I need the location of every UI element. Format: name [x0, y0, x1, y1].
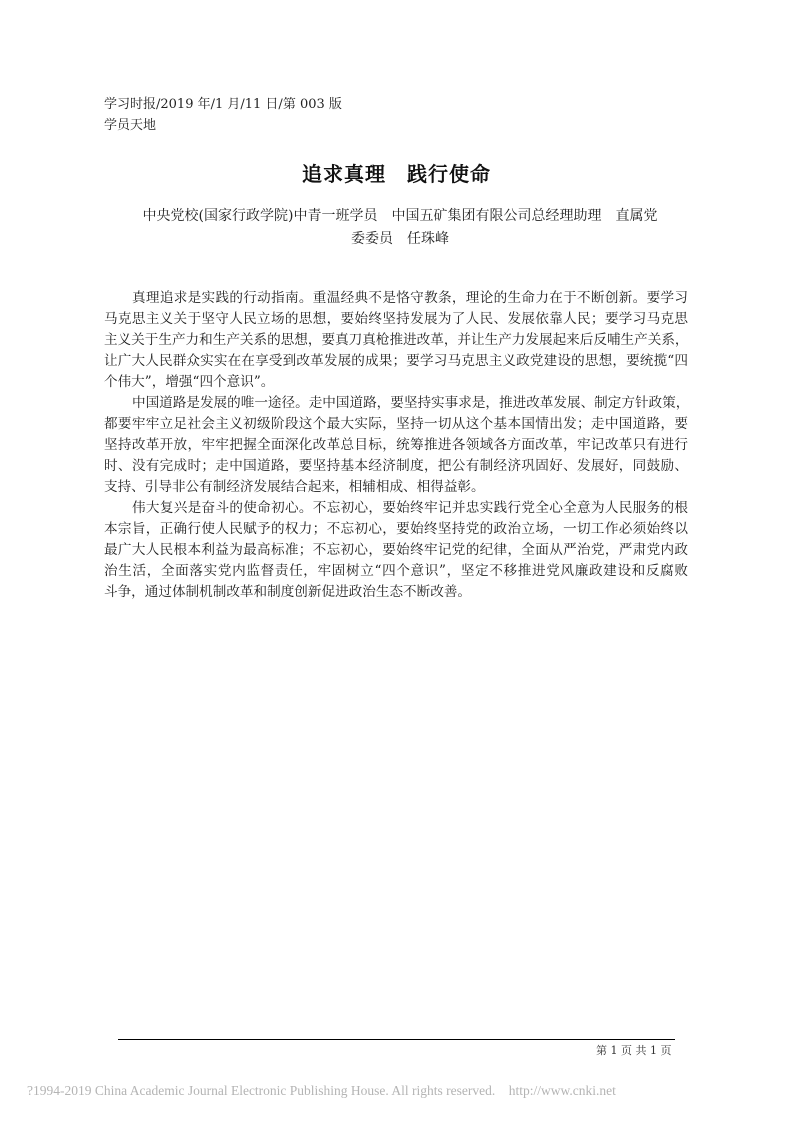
text-line: 中国道路是发展的唯一途径。走中国道路，要坚持实事求是，推进改革发展、制定方针政策， [132, 395, 690, 411]
text-line: 时、没有完成时；走中国道路，要坚持基本经济制度，把公有制经济巩固好、发展好，同鼓励、 [104, 458, 688, 474]
source-line: 学习时报/2019 年/1 月/11 日/第 003 版 [104, 97, 342, 112]
text-line: 马克思主义关于坚守人民立场的思想，要始终坚持发展为了人民、发展依靠人民；要学习马克思 [104, 311, 688, 327]
text-line: 让广大人民群众实实在在享受到改革发展的成果；要学习马克思主义政党建设的思想，要统揽“四 [104, 353, 688, 369]
page-indicator: 第 1 页 共 1 页 [596, 1044, 672, 1057]
text-line: 最广大人民根本利益为最高标准；不忘初心，要始终牢记党的纪律，全面从严治党，严肃党内政 [104, 542, 688, 558]
copyright-notice: ?1994-2019 China Academic Journal Electronic Publishing House. All rights reserved. http://www.cnki.net [27, 1083, 616, 1098]
author-byline [100, 205, 700, 251]
text-line: 伟大复兴是奋斗的使命初心。不忘初心，要始终牢记并忠实践行党全心全意为人民服务的根 [132, 500, 688, 516]
author-line: 中央党校(国家行政学院)中青一班学员 中国五矿集团有限公司总经理助理 直属党 [142, 208, 658, 224]
column-name: 学员天地 [104, 118, 157, 133]
text-line: 真理追求是实践的行动指南。重温经典不是恪守教条，理论的生命力在于不断创新。要学习 [132, 290, 688, 306]
text-line: 本宗旨，正确行使人民赋予的权力；不忘初心，要始终坚持党的政治立场，一切工作必须始终以 [104, 521, 688, 537]
text-line: 个伟大”，增强“四个意识”。 [104, 374, 275, 390]
paragraph [104, 393, 694, 498]
article-meta [104, 94, 342, 136]
article-title: 追求真理 践行使命 [302, 162, 491, 186]
paragraph [104, 498, 694, 603]
footer-divider [118, 1039, 675, 1040]
author-line: 委委员 任珠峰 [351, 231, 449, 247]
paragraph [104, 288, 694, 393]
article-body [104, 288, 694, 603]
text-line: 坚持改革开放，牢牢把握全面深化改革总目标，统筹推进各领域各方面改革，牢记改革只有进行 [104, 437, 688, 453]
text-line: 都要牢牢立足社会主义初级阶段这个最大实际，坚持一切从这个基本国情出发；走中国道路，要 [104, 416, 688, 432]
text-line: 治生活，全面落实党内监督责任，牢固树立“四个意识”，坚定不移推进党风廉政建设和反腐败 [104, 563, 688, 579]
text-line: 主义关于生产力和生产关系的思想，要真刀真枪推进改革，并让生产力发展起来后反哺生产关系， [104, 332, 689, 348]
text-line: 支持、引导非公有制经济发展结合起来，相辅相成、相得益彰。 [104, 479, 485, 495]
text-line: 斗争，通过体制机制改革和制度创新促进政治生态不断改善。 [104, 584, 472, 600]
